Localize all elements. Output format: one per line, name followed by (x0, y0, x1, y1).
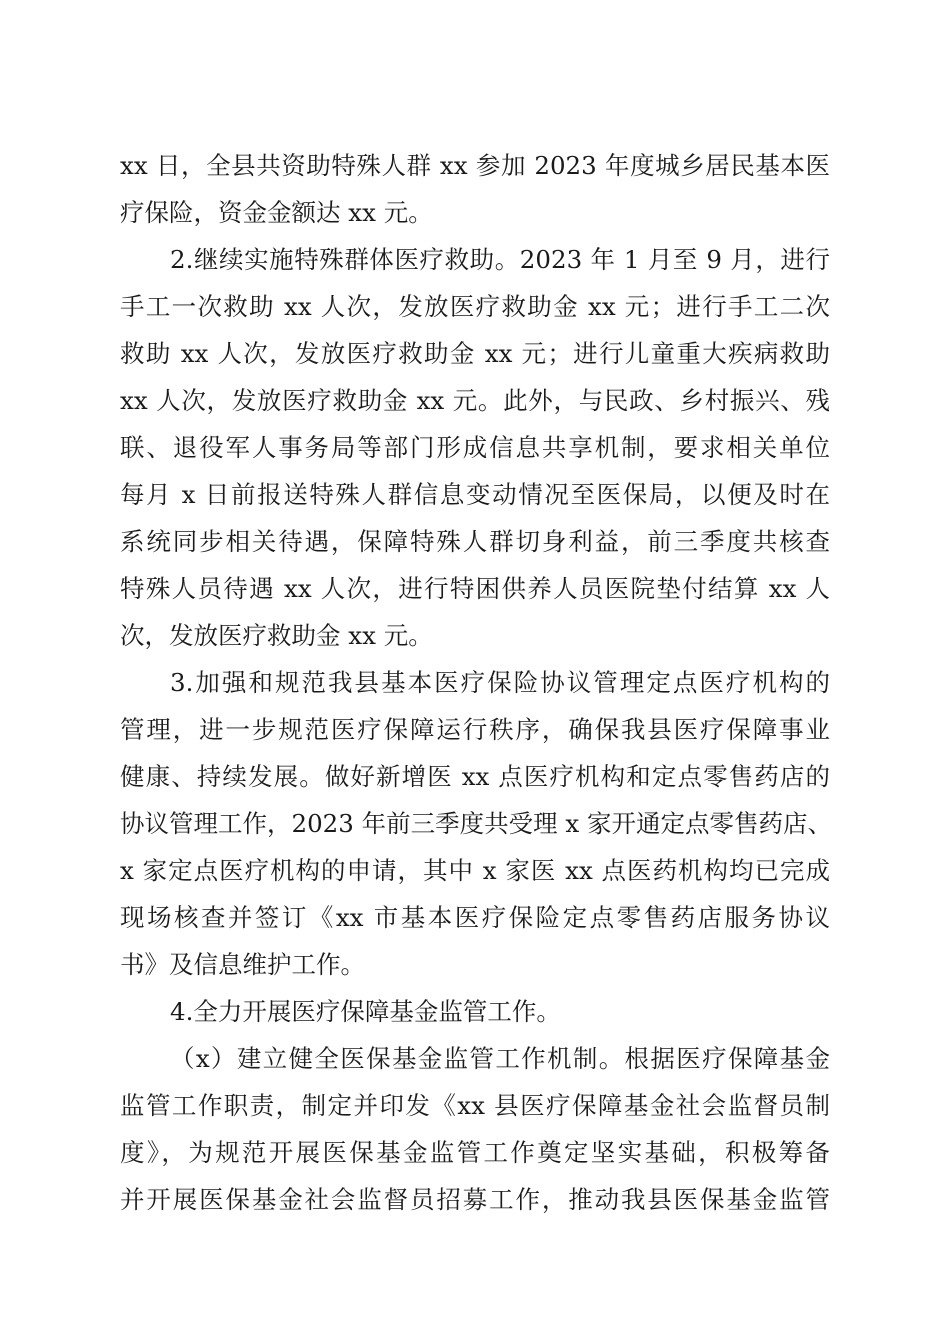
text-line: 管理，进一步规范医疗保障运行秩序，确保我县医疗保障事业 (120, 715, 830, 744)
text-line: 监管工作职责，制定并印发《xx 县医疗保障基金社会监督员制 (120, 1091, 830, 1120)
text-line: 每月 x 日前报送特殊人群信息变动情况至医保局，以便及时在 (120, 480, 830, 509)
text-line: 度》，为规范开展医保基金监管工作奠定坚实基础，积极筹备 (120, 1138, 830, 1167)
text-line: 现场核查并签订《xx 市基本医疗保险定点零售药店服务协议 (120, 903, 830, 932)
text-line: x 家定点医疗机构的申请，其中 x 家医 xx 点医药机构均已完成 (120, 856, 830, 885)
text-line: 并开展医保基金社会监督员招募工作，推动我县医保基金监管 (120, 1185, 830, 1214)
text-line: 2.继续实施特殊群体医疗救助。2023 年 1 月至 9 月，进行 (170, 245, 830, 274)
text-line: 次，发放医疗救助金 xx 元。 (120, 621, 433, 650)
text-line: 特殊人员待遇 xx 人次，进行特困供养人员医院垫付结算 xx 人 (120, 574, 830, 603)
text-line: 疗保险，资金金额达 xx 元。 (120, 198, 433, 227)
text-line: （x）建立健全医保基金监管工作机制。根据医疗保障基金 (170, 1044, 830, 1073)
text-line: 3.加强和规范我县基本医疗保险协议管理定点医疗机构的 (170, 668, 830, 697)
text-line: 协议管理工作，2023 年前三季度共受理 x 家开通定点零售药店、 (120, 809, 833, 838)
text-line: 手工一次救助 xx 人次，发放医疗救助金 xx 元；进行手工二次 (120, 292, 830, 321)
text-line: 健康、持续发展。做好新增医 xx 点医疗机构和定点零售药店的 (120, 762, 830, 791)
text-line: xx 日，全县共资助特殊人群 xx 参加 2023 年度城乡居民基本医 (120, 151, 830, 180)
text-line: 救助 xx 人次，发放医疗救助金 xx 元；进行儿童重大疾病救助 (120, 339, 830, 368)
text-line: xx 人次，发放医疗救助金 xx 元。此外，与民政、乡村振兴、残 (120, 386, 830, 415)
text-line: 4.全力开展医疗保障基金监管工作。 (170, 997, 561, 1026)
text-line: 系统同步相关待遇，保障特殊人群切身利益，前三季度共核查 (120, 527, 830, 556)
text-line: 书》及信息维护工作。 (120, 950, 365, 979)
text-line: 联、退役军人事务局等部门形成信息共享机制，要求相关单位 (120, 433, 830, 462)
document-body (120, 142, 833, 1223)
